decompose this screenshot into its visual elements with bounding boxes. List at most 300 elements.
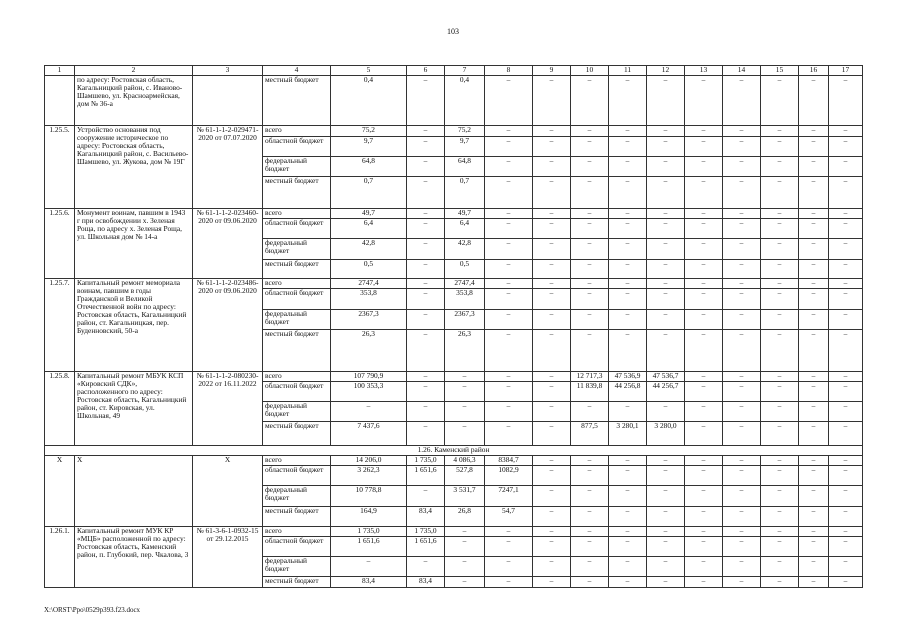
value-cell: – (799, 279, 829, 289)
value-cell: – (407, 157, 445, 177)
value-cell: – (571, 402, 609, 422)
value-cell: – (571, 456, 609, 466)
value-cell: – (445, 382, 485, 402)
expertise-document: № 61-1-1-2-023486-2020 от 09.06.2020 (193, 279, 263, 372)
funding-source: всего (263, 126, 331, 137)
value-cell: – (761, 126, 799, 137)
value-cell: – (829, 537, 863, 557)
value-cell: – (407, 402, 445, 422)
value-cell: – (829, 126, 863, 137)
funding-source: федеральный бюджет (263, 239, 331, 260)
header-cell: 15 (761, 66, 799, 76)
header-cell: 12 (647, 66, 685, 76)
value-cell: 44 256,7 (647, 382, 685, 402)
header-cell: 7 (445, 66, 485, 76)
expertise-document (193, 76, 263, 126)
value-cell: – (685, 310, 723, 330)
value-cell: – (799, 422, 829, 446)
value-cell: – (761, 157, 799, 177)
value-cell: – (533, 372, 571, 382)
value-cell: – (485, 382, 533, 402)
value-cell: – (829, 289, 863, 310)
value-cell: – (647, 456, 685, 466)
value-cell: – (445, 527, 485, 537)
budget-table (44, 65, 863, 588)
value-cell: – (609, 279, 647, 289)
value-cell: – (407, 239, 445, 260)
value-cell: – (485, 537, 533, 557)
value-cell: – (647, 507, 685, 527)
expertise-document: № 61-1-1-2-023460-2020 от 09.06.2020 (193, 209, 263, 279)
value-cell: 47 536,9 (609, 372, 647, 382)
value-cell: – (829, 76, 863, 126)
value-cell: 42,8 (445, 239, 485, 260)
value-cell: – (723, 456, 761, 466)
value-cell: – (685, 402, 723, 422)
value-cell: 49,7 (331, 209, 407, 219)
funding-source: федеральный бюджет (263, 486, 331, 507)
value-cell: – (685, 577, 723, 588)
value-cell: 75,2 (331, 126, 407, 137)
header-cell: 11 (609, 66, 647, 76)
value-cell: – (723, 76, 761, 126)
value-cell: – (647, 527, 685, 537)
value-cell: 42,8 (331, 239, 407, 260)
value-cell: 1 735,0 (407, 456, 445, 466)
value-cell: 3 531,7 (445, 486, 485, 507)
value-cell: – (647, 402, 685, 422)
value-cell: – (407, 422, 445, 446)
value-cell: – (647, 260, 685, 279)
value-cell: – (685, 537, 723, 557)
value-cell: – (485, 289, 533, 310)
value-cell: – (609, 76, 647, 126)
value-cell: – (723, 330, 761, 372)
value-cell: – (609, 310, 647, 330)
value-cell: 0,5 (331, 260, 407, 279)
value-cell: – (647, 137, 685, 157)
value-cell: – (685, 289, 723, 310)
value-cell: 6,4 (331, 219, 407, 239)
value-cell: – (571, 577, 609, 588)
value-cell: – (609, 577, 647, 588)
value-cell: – (571, 310, 609, 330)
value-cell: – (829, 557, 863, 577)
object-name: по адресу: Ростовская область, Кагальницкий район, с. Иваново-Шамшево, ул. Красноармейская, дом № 36-а (75, 76, 193, 126)
header-cell: 16 (799, 66, 829, 76)
funding-source: местный бюджет (263, 177, 331, 209)
value-cell: 26,8 (445, 507, 485, 527)
value-cell: – (533, 209, 571, 219)
value-cell: – (761, 456, 799, 466)
section-title: 1.26. Каменский район (45, 446, 863, 456)
value-cell: 47 536,7 (647, 372, 685, 382)
value-cell: – (331, 557, 407, 577)
value-cell: – (829, 527, 863, 537)
table-row (45, 372, 863, 382)
value-cell: – (685, 209, 723, 219)
value-cell: – (685, 76, 723, 126)
funding-source: всего (263, 279, 331, 289)
value-cell: – (799, 330, 829, 372)
value-cell: – (485, 76, 533, 126)
footer-file-path: X:\ORST\Ppo\0529p393.f23.docx (44, 606, 141, 614)
value-cell: – (485, 422, 533, 446)
value-cell: – (685, 466, 723, 486)
value-cell: 14 206,0 (331, 456, 407, 466)
value-cell: 64,8 (445, 157, 485, 177)
value-cell: – (647, 219, 685, 239)
value-cell: – (761, 289, 799, 310)
header-cell: 13 (685, 66, 723, 76)
value-cell: – (761, 260, 799, 279)
value-cell: – (723, 382, 761, 402)
value-cell: – (761, 209, 799, 219)
header-cell: 8 (485, 66, 533, 76)
value-cell: 11 839,8 (571, 382, 609, 402)
expertise-document: № 61-1-1-2-080230-2022 от 16.11.2022 (193, 372, 263, 446)
value-cell: – (485, 527, 533, 537)
value-cell: – (533, 557, 571, 577)
value-cell: – (485, 137, 533, 157)
value-cell: – (647, 330, 685, 372)
value-cell: – (533, 310, 571, 330)
value-cell: – (685, 372, 723, 382)
funding-source: федеральный бюджет (263, 310, 331, 330)
value-cell: – (609, 557, 647, 577)
value-cell: – (761, 330, 799, 372)
value-cell: 64,8 (331, 157, 407, 177)
value-cell: – (407, 289, 445, 310)
funding-source: местный бюджет (263, 76, 331, 126)
object-number: 1.25.5. (45, 126, 75, 209)
value-cell: – (829, 279, 863, 289)
value-cell: – (571, 76, 609, 126)
value-cell: – (407, 372, 445, 382)
value-cell: – (533, 402, 571, 422)
header-cell: 4 (263, 66, 331, 76)
funding-source: федеральный бюджет (263, 402, 331, 422)
value-cell: – (799, 177, 829, 209)
value-cell: – (571, 279, 609, 289)
value-cell: – (685, 422, 723, 446)
value-cell: – (571, 507, 609, 527)
value-cell: – (533, 456, 571, 466)
value-cell: – (799, 382, 829, 402)
value-cell: 3 280,1 (609, 422, 647, 446)
funding-source: областной бюджет (263, 219, 331, 239)
value-cell: – (723, 466, 761, 486)
value-cell: 75,2 (445, 126, 485, 137)
value-cell: – (407, 557, 445, 577)
value-cell: – (685, 260, 723, 279)
funding-source: местный бюджет (263, 422, 331, 446)
object-number: 1.26.1. (45, 527, 75, 588)
page-number: 103 (447, 27, 459, 36)
value-cell: – (533, 527, 571, 537)
value-cell: – (799, 507, 829, 527)
value-cell: – (723, 537, 761, 557)
value-cell: – (485, 177, 533, 209)
value-cell: – (609, 466, 647, 486)
value-cell: – (407, 126, 445, 137)
header-cell: 14 (723, 66, 761, 76)
value-cell: – (571, 157, 609, 177)
value-cell: – (799, 239, 829, 260)
value-cell: – (723, 137, 761, 157)
value-cell: 0,7 (331, 177, 407, 209)
value-cell: – (829, 422, 863, 446)
value-cell: – (761, 372, 799, 382)
value-cell: 83,4 (407, 577, 445, 588)
value-cell: – (571, 289, 609, 310)
value-cell: 2367,3 (445, 310, 485, 330)
object-name: Капитальный ремонт МУК КР «МЦБ» расположенной по адресу: Ростовская область, Каменский район, п. Глубокий, пер. Чкалова, 3 (75, 527, 193, 588)
value-cell: – (609, 402, 647, 422)
value-cell: 0,4 (331, 76, 407, 126)
header-cell: 1 (45, 66, 75, 76)
value-cell: 10 778,8 (331, 486, 407, 507)
value-cell: – (407, 486, 445, 507)
value-cell: 100 353,3 (331, 382, 407, 402)
value-cell: – (685, 157, 723, 177)
funding-source: местный бюджет (263, 507, 331, 527)
value-cell: – (571, 330, 609, 372)
value-cell: – (799, 289, 829, 310)
expertise-document: № 61-3-6-1-0932-15 от 29.12.2015 (193, 527, 263, 588)
value-cell: 1082,9 (485, 466, 533, 486)
object-number: Х (45, 456, 75, 527)
value-cell: – (761, 76, 799, 126)
value-cell: 8384,7 (485, 456, 533, 466)
value-cell: – (723, 557, 761, 577)
value-cell: – (609, 486, 647, 507)
value-cell: 26,3 (445, 330, 485, 372)
value-cell: – (723, 157, 761, 177)
value-cell: – (485, 402, 533, 422)
value-cell: 6,4 (445, 219, 485, 239)
value-cell: 2747,4 (445, 279, 485, 289)
value-cell: – (723, 577, 761, 588)
value-cell: – (647, 209, 685, 219)
value-cell: – (609, 209, 647, 219)
value-cell: – (485, 239, 533, 260)
value-cell: – (571, 239, 609, 260)
value-cell: – (829, 137, 863, 157)
value-cell: – (407, 219, 445, 239)
table-row (45, 279, 863, 289)
value-cell: – (829, 486, 863, 507)
value-cell: – (685, 279, 723, 289)
value-cell: – (647, 289, 685, 310)
value-cell: – (533, 260, 571, 279)
value-cell: – (485, 219, 533, 239)
value-cell: – (685, 219, 723, 239)
value-cell: – (647, 486, 685, 507)
value-cell: – (829, 382, 863, 402)
object-name: Капитальный ремонт МБУК КСП «Кировский СДК», расположенного по адресу: Ростовская область, Кагальницкий район, ст. Кировская, ул. Школьная, 49 (75, 372, 193, 446)
value-cell: – (685, 137, 723, 157)
value-cell: – (829, 209, 863, 219)
value-cell: – (829, 310, 863, 330)
funding-source: местный бюджет (263, 577, 331, 588)
value-cell: – (799, 260, 829, 279)
funding-source: всего (263, 527, 331, 537)
value-cell: – (761, 507, 799, 527)
value-cell: – (829, 157, 863, 177)
value-cell: – (685, 382, 723, 402)
expertise-document: № 61-1-1-2-029471-2020 от 07.07.2020 (193, 126, 263, 209)
value-cell: – (799, 219, 829, 239)
value-cell: – (799, 557, 829, 577)
value-cell: – (571, 260, 609, 279)
value-cell: – (723, 209, 761, 219)
value-cell: – (445, 422, 485, 446)
value-cell: – (761, 466, 799, 486)
header-cell: 5 (331, 66, 407, 76)
value-cell: – (799, 310, 829, 330)
value-cell: – (609, 456, 647, 466)
value-cell: – (609, 289, 647, 310)
value-cell: – (485, 209, 533, 219)
header-cell: 10 (571, 66, 609, 76)
value-cell: – (761, 557, 799, 577)
value-cell: – (799, 137, 829, 157)
value-cell: 7247,1 (485, 486, 533, 507)
value-cell: – (609, 330, 647, 372)
value-cell: 9,7 (445, 137, 485, 157)
value-cell: – (799, 486, 829, 507)
object-name: Устройство основания под сооружение историческое по адресу: Ростовская область, Кагальницкий район, с. Васильево-Шамшево, ул. Жукова, дом № 19Г (75, 126, 193, 209)
value-cell: – (485, 260, 533, 279)
value-cell: – (829, 577, 863, 588)
value-cell: – (723, 402, 761, 422)
value-cell: – (571, 137, 609, 157)
funding-source: областной бюджет (263, 466, 331, 486)
value-cell: – (829, 402, 863, 422)
value-cell: – (571, 466, 609, 486)
value-cell: – (647, 157, 685, 177)
value-cell: – (723, 422, 761, 446)
value-cell: 83,4 (331, 577, 407, 588)
value-cell: – (799, 402, 829, 422)
value-cell: – (761, 239, 799, 260)
value-cell: – (533, 137, 571, 157)
value-cell: – (485, 330, 533, 372)
value-cell: – (533, 577, 571, 588)
value-cell: – (533, 330, 571, 372)
value-cell: – (533, 239, 571, 260)
value-cell: – (723, 279, 761, 289)
value-cell: – (761, 219, 799, 239)
value-cell: – (533, 289, 571, 310)
value-cell: – (647, 239, 685, 260)
value-cell: – (485, 577, 533, 588)
value-cell: – (485, 279, 533, 289)
value-cell: – (799, 372, 829, 382)
value-cell: – (723, 372, 761, 382)
value-cell: – (609, 126, 647, 137)
value-cell: – (723, 527, 761, 537)
value-cell: – (647, 466, 685, 486)
value-cell: – (445, 372, 485, 382)
value-cell: – (485, 372, 533, 382)
value-cell: – (723, 507, 761, 527)
value-cell: – (761, 137, 799, 157)
value-cell: 1 735,0 (407, 527, 445, 537)
value-cell: – (799, 126, 829, 137)
value-cell: – (829, 219, 863, 239)
value-cell: 83,4 (407, 507, 445, 527)
header-row (45, 66, 863, 76)
value-cell: – (723, 126, 761, 137)
table-body (45, 66, 863, 588)
value-cell: – (407, 76, 445, 126)
value-cell: – (723, 486, 761, 507)
value-cell: – (799, 157, 829, 177)
value-cell: – (685, 330, 723, 372)
value-cell: – (533, 76, 571, 126)
value-cell: – (723, 177, 761, 209)
value-cell: – (407, 260, 445, 279)
value-cell: – (723, 239, 761, 260)
value-cell: – (799, 527, 829, 537)
value-cell: – (685, 486, 723, 507)
funding-source: всего (263, 372, 331, 382)
value-cell: 0,5 (445, 260, 485, 279)
value-cell: – (445, 402, 485, 422)
object-number: 1.25.7. (45, 279, 75, 372)
funding-source: федеральный бюджет (263, 157, 331, 177)
value-cell: – (533, 177, 571, 209)
object-name: Капитальный ремонт мемориала воинам, павшим в годы Гражданской и Великой Отечественной войн по адресу: Ростовская область, Кагальницкий район, ст. Кагальницкая, пер. Буденновский, 50-а (75, 279, 193, 372)
value-cell: – (609, 137, 647, 157)
value-cell: – (647, 557, 685, 577)
table-row (45, 456, 863, 466)
value-cell: – (761, 177, 799, 209)
value-cell: 2367,3 (331, 310, 407, 330)
funding-source: областной бюджет (263, 289, 331, 310)
value-cell: – (407, 177, 445, 209)
value-cell: – (761, 537, 799, 557)
value-cell: – (685, 456, 723, 466)
value-cell: – (533, 382, 571, 402)
value-cell: – (533, 219, 571, 239)
value-cell: – (647, 279, 685, 289)
value-cell: – (407, 279, 445, 289)
object-number: 1.25.8. (45, 372, 75, 446)
funding-source: областной бюджет (263, 382, 331, 402)
value-cell: – (829, 239, 863, 260)
value-cell: 353,8 (331, 289, 407, 310)
value-cell: – (445, 577, 485, 588)
value-cell: – (799, 577, 829, 588)
funding-source: местный бюджет (263, 330, 331, 372)
header-cell: 17 (829, 66, 863, 76)
funding-source: местный бюджет (263, 260, 331, 279)
value-cell: – (799, 537, 829, 557)
value-cell: 12 717,3 (571, 372, 609, 382)
value-cell: – (407, 310, 445, 330)
object-number (45, 76, 75, 126)
value-cell: – (609, 157, 647, 177)
value-cell: – (533, 486, 571, 507)
value-cell: – (533, 507, 571, 527)
funding-source: всего (263, 209, 331, 219)
value-cell: – (829, 260, 863, 279)
value-cell: – (485, 310, 533, 330)
value-cell: – (799, 456, 829, 466)
